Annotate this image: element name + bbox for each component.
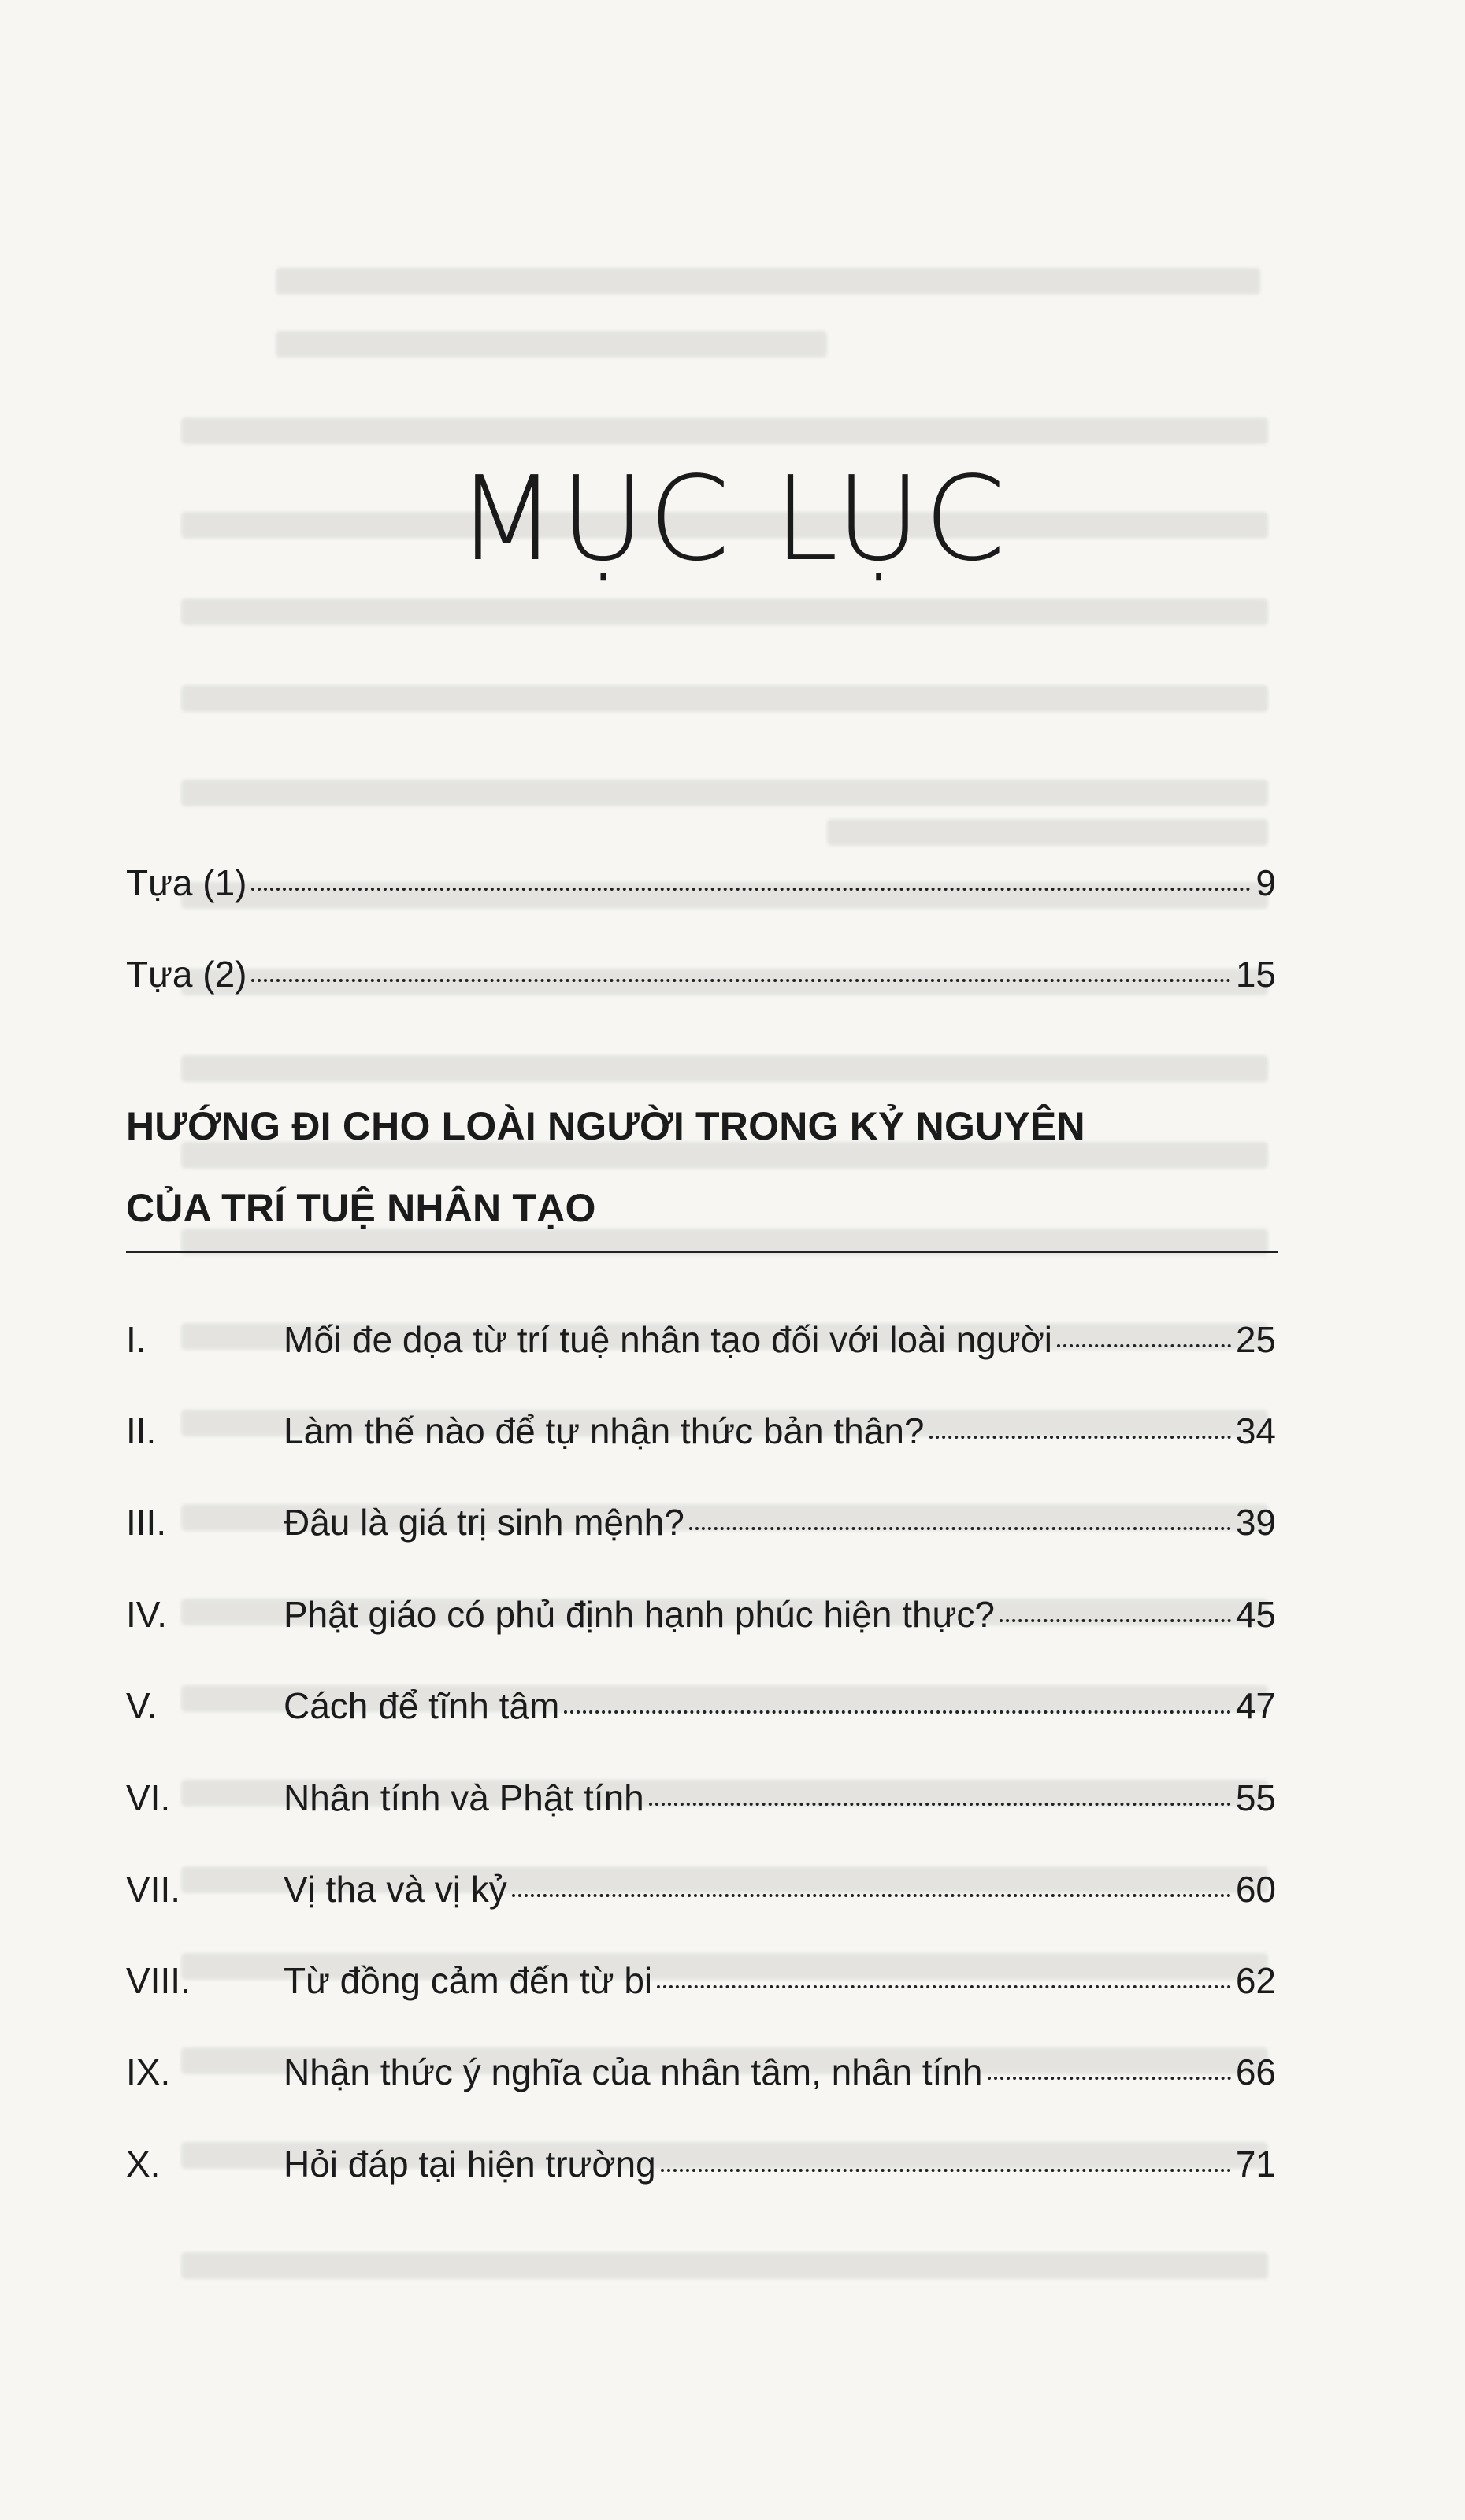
- entry-label: Nhân tính và Phật tính: [284, 1777, 644, 1818]
- section-heading: [126, 1085, 1276, 1249]
- entry-label: Phật giáo có phủ định hạnh phúc hiện thực?: [284, 1594, 995, 1635]
- page-number: 62: [1235, 1960, 1276, 2001]
- dot-leader: [564, 1710, 1231, 1714]
- chapter-number: V.: [126, 1685, 158, 1726]
- toc-entry-chapter-9[interactable]: [126, 2051, 1276, 2092]
- section-divider: [126, 1251, 1278, 1253]
- section-heading-line-2: CỦA TRÍ TUỆ NHÂN TẠO: [126, 1186, 596, 1230]
- entry-label: Nhận thức ý nghĩa của nhân tâm, nhân tính: [284, 2051, 983, 2092]
- chapter-number: VI.: [126, 1777, 171, 1818]
- page-number: 45: [1235, 1594, 1276, 1635]
- dot-leader: [251, 979, 1230, 982]
- entry-label: Hỏi đáp tại hiện trường: [284, 2144, 656, 2185]
- dot-leader: [929, 1436, 1231, 1439]
- toc-entry-chapter-4[interactable]: [126, 1594, 1276, 1635]
- toc-entry-chapter-5[interactable]: [126, 1685, 1276, 1726]
- dot-leader: [1057, 1344, 1231, 1347]
- entry-label: Vị tha và vị kỷ: [284, 1869, 507, 1910]
- page-number: 66: [1235, 2051, 1276, 2092]
- page-number: 47: [1235, 1685, 1276, 1726]
- chapter-number: VII.: [126, 1869, 181, 1910]
- entry-label: Làm thế nào để tự nhận thức bản thân?: [284, 1410, 925, 1451]
- toc-entry-chapter-7[interactable]: [126, 1869, 1276, 1910]
- toc-entry-chapter-10[interactable]: [126, 2144, 1276, 2185]
- toc-entry-chapter-1[interactable]: [126, 1321, 1276, 1358]
- page-number: 55: [1235, 1777, 1276, 1818]
- entry-label: Từ đồng cảm đến từ bi: [284, 1960, 653, 2001]
- chapter-number: III.: [126, 1502, 167, 1543]
- chapter-number: VIII.: [126, 1960, 191, 2001]
- toc-entry-chapter-8[interactable]: [126, 1962, 1276, 1999]
- entry-label: Cách để tĩnh tâm: [284, 1685, 560, 1726]
- entry-label: Tựa (2): [126, 954, 247, 995]
- chapter-number: IX.: [126, 2051, 171, 2092]
- toc-entry-chapter-2[interactable]: [126, 1410, 1276, 1451]
- page-number: 60: [1235, 1869, 1276, 1910]
- chapter-number: IV.: [126, 1594, 168, 1635]
- section-heading-line-1: HƯỚNG ĐI CHO LOÀI NGƯỜI TRONG KỶ NGUYÊN: [126, 1104, 1085, 1148]
- dot-leader: [1000, 1619, 1231, 1622]
- dot-leader: [988, 2077, 1231, 2080]
- toc-entry-chapter-6[interactable]: [126, 1777, 1276, 1818]
- page-number: 34: [1235, 1410, 1276, 1451]
- dot-leader: [689, 1527, 1231, 1530]
- page-number: 39: [1235, 1502, 1276, 1543]
- chapter-number: II.: [126, 1410, 157, 1451]
- dot-leader: [661, 2169, 1231, 2172]
- chapter-number: X.: [126, 2144, 161, 2185]
- page-number: 9: [1255, 862, 1276, 903]
- chapter-number: I.: [126, 1319, 146, 1360]
- toc-entry-preface-1[interactable]: [126, 862, 1276, 903]
- entry-label: Tựa (1): [126, 862, 247, 903]
- page-number: 25: [1235, 1319, 1276, 1360]
- dot-leader: [657, 1985, 1231, 1988]
- dot-leader: [512, 1894, 1231, 1897]
- page-number: 71: [1235, 2144, 1276, 2185]
- toc-entry-preface-2[interactable]: [126, 954, 1276, 995]
- toc-entry-chapter-3[interactable]: [126, 1502, 1276, 1543]
- entry-label: Đâu là giá trị sinh mệnh?: [284, 1502, 684, 1543]
- dot-leader: [251, 888, 1251, 891]
- page-title: MỤC LỤC: [456, 451, 1009, 587]
- entry-label: Mối đe dọa từ trí tuệ nhân tạo đối với loài người: [284, 1319, 1053, 1360]
- dot-leader: [649, 1803, 1231, 1806]
- page-number: 15: [1235, 954, 1276, 995]
